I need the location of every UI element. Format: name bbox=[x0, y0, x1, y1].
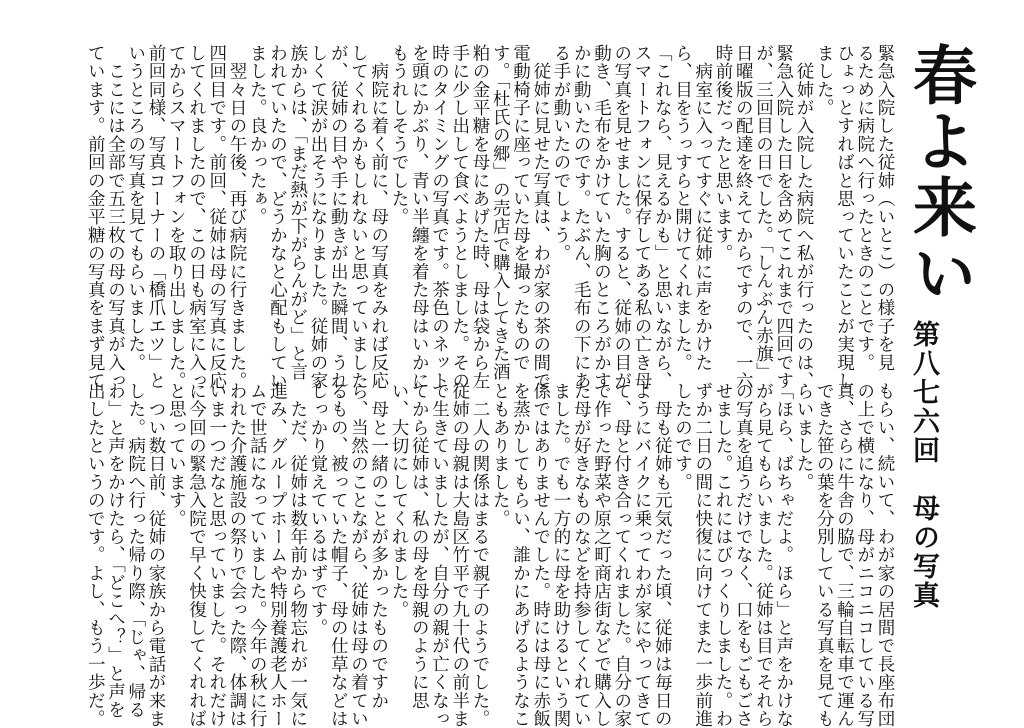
text-column: かに動いたのです。たぶん、毛布の下にあ bbox=[571, 44, 592, 390]
text-column: ています。前回の金平糖の写真をまず見て bbox=[85, 44, 106, 390]
text-column: してくれましたので、この日も病室に入っ bbox=[186, 44, 207, 390]
text-column: 族からは、「まだ熱が下がらんがど」と言 bbox=[287, 44, 308, 382]
text-column: 従姉の母親は大島区竹平で九十代の前半ま bbox=[449, 382, 470, 728]
text-column: スマートフォンに保存してある私の亡き母 bbox=[632, 44, 652, 390]
text-column: い、大切にしてくれました。 bbox=[389, 382, 409, 619]
text-column: 電動椅子に座っていた母を撮ったもので bbox=[510, 44, 531, 372]
text-column: 真、さらに牛舎の脇で、三輪自転車で運ん bbox=[834, 382, 855, 728]
text-column: ずか二日の間に快復に向けてまた一歩前進 bbox=[692, 382, 713, 728]
text-column: 「これなら、見えるかも」と思いながら、 bbox=[652, 44, 673, 390]
text-column: 緊急入院した日を含めてこれまで四回です bbox=[773, 44, 794, 390]
text-column: で作った野菜や原之町商店街などで購入し bbox=[591, 382, 612, 728]
text-column: 四回目です。前回、従姉は母の写真に反応 bbox=[206, 44, 227, 390]
text-column: ムで世話になっていました。今年の秋に行 bbox=[247, 382, 268, 728]
text-column: の上で横になり、母がニコニコしている写 bbox=[854, 382, 875, 728]
text-column: 手に少し出して食べようとしました。その bbox=[449, 44, 470, 390]
text-column: 従姉に見せた写真は、わが家の茶の間で bbox=[530, 44, 551, 390]
text-column: したのです。 bbox=[672, 382, 693, 492]
text-column: で生きていましたが、自分の親が亡くなっ bbox=[429, 382, 450, 728]
text-column: 緊急入院した従姉（いとこ）の様子を見 bbox=[875, 44, 895, 372]
text-column: せました。これにはびっくりしました。わ bbox=[713, 382, 733, 728]
text-column: 二人の関係はまるで親子のようでした。 bbox=[470, 382, 490, 728]
text-column: ました。でも一方的に母を助けるという関 bbox=[551, 382, 571, 728]
text-column: ら、当然のことながら、従姉は母の着てい bbox=[348, 382, 369, 728]
text-column: が、従姉の目や手に動きが出た瞬間、うれ bbox=[328, 44, 349, 390]
text-column: 出したというのです。よし、もう一歩だ。 bbox=[85, 382, 106, 728]
text-column: 翌々日の午後、再び病院に行きました。 bbox=[227, 44, 247, 390]
text-column: 病院に着く前に、母の写真をみれば反応 bbox=[368, 44, 389, 390]
text-column: を頭にかぶり、青い半纏を着た母はいかに bbox=[409, 44, 430, 390]
text-column: ともありました。 bbox=[490, 382, 511, 528]
text-column: 進み、グループホームや特別養護老人ホー bbox=[267, 382, 288, 728]
text-column: しっかり覚えているはずです。 bbox=[308, 382, 328, 637]
text-column: る手が動いたのでしょう。 bbox=[551, 44, 571, 263]
text-column: 動き、毛布をかけていた胸のところがかす bbox=[591, 44, 612, 390]
text-column: が、三回目の日でした。「しんぶん赤旗」 bbox=[753, 44, 774, 382]
text-column: ようにバイクに乗ってわが家にやってきて bbox=[632, 382, 652, 728]
text-column: 母と一緒のことが多かったものですか bbox=[368, 382, 389, 710]
text-column: がら見てもらいました。従姉は目でそれら bbox=[753, 382, 774, 728]
text-column: ました。良かったぁ。 bbox=[247, 44, 268, 226]
text-column: つい数日前、従姉の家族から電話が来ま bbox=[146, 382, 166, 728]
text-column: 前回同様、写真コーナーの「橋爪エツ」と bbox=[146, 44, 166, 390]
text-column: いうところの写真を見てもらいました。 bbox=[125, 44, 146, 372]
article-title: 春よ来い bbox=[902, 42, 976, 306]
text-column: 「ほら、ばちゃだよ。ほら」と声をかけな bbox=[773, 382, 794, 728]
text-column: 係ではありませんでした。時には母に赤飯 bbox=[530, 382, 551, 728]
text-column: いま一つだなと思っていました。それだけ bbox=[206, 382, 227, 728]
text-column: を蒸かしてもらい、誰かにあげるようなこ bbox=[510, 382, 531, 728]
text-column: てからスマートフォンを取り出しました。 bbox=[166, 44, 187, 390]
text-column: らいました。 bbox=[794, 382, 814, 492]
text-column: もうれしそうでした。 bbox=[389, 44, 409, 226]
text-column: われていたので、どうかなと心配もしてい bbox=[267, 44, 288, 390]
text-column: 粕の金平糖を母にあげた時、母は袋から左 bbox=[470, 44, 490, 390]
text-column: 母も従姉も元気だった頃、従姉は毎日の bbox=[652, 382, 673, 728]
text-column: 病室に入ってすぐに従姉に声をかけた bbox=[692, 44, 713, 372]
text-column: われた介護施設の祭りで会った際、体調は bbox=[227, 382, 247, 728]
text-column: に今回の緊急入院で早く快復してくれれば bbox=[186, 382, 207, 728]
text-column: す。「杜氏の郷」の売店で購入してきた酒 bbox=[490, 44, 511, 382]
episode-heading: 第八七六回 母の写真 bbox=[908, 320, 939, 610]
text-column: 従姉が入院した病院へ私が行ったのは、 bbox=[794, 44, 814, 390]
text-column: しくて涙が出そうになりました。従姉の家 bbox=[308, 44, 328, 390]
text-column: 日曜版の配達を終えてからですので、一六 bbox=[733, 44, 754, 390]
text-column: るもの、被っていた帽子、母の仕草などは bbox=[328, 382, 349, 728]
text-column: してくれるかもしれないと思っていました bbox=[348, 44, 369, 390]
text-column: ここには全部で五三枚の母の写真が入っ bbox=[105, 44, 126, 390]
text-column: できた笹の葉を分別している写真を見ても bbox=[814, 382, 835, 728]
text-column: ました。 bbox=[814, 44, 835, 117]
text-column: 時前後だったと思います。 bbox=[713, 44, 733, 263]
text-column: ひょっとすればと思っていたことが実現し bbox=[834, 44, 855, 390]
text-column: てから従姉は、私の母を母親のように思 bbox=[409, 382, 430, 710]
text-column: た母が好きなものなどを持参してくれてい bbox=[571, 382, 592, 728]
text-column: の写真を追うだけでなく、口をもごもごさ bbox=[733, 382, 754, 728]
text-column: もらい、続いて、わが家の居間で長座布団 bbox=[875, 382, 895, 728]
text-column: るために病院へ行ったときのことです。 bbox=[854, 44, 875, 372]
text-column: した。病院へ行った帰り際、「じゃ、帰る bbox=[125, 382, 146, 720]
text-column: と思っています。 bbox=[166, 382, 187, 528]
text-column: 時のタイミングの写真です。茶色のネット bbox=[429, 44, 450, 390]
text-column: ただ、従姉は数年前から物忘れが一気に bbox=[287, 382, 308, 728]
text-column: の写真を見せました。すると、従姉の目が bbox=[611, 44, 632, 390]
text-column: ら、目をうっすらと開けてくれました。 bbox=[672, 44, 693, 372]
text-column: わ」と声をかけたら、「どこへ？」と声を bbox=[105, 382, 126, 720]
text-column: て、母と付き合ってくれました。自分の家 bbox=[611, 382, 632, 728]
